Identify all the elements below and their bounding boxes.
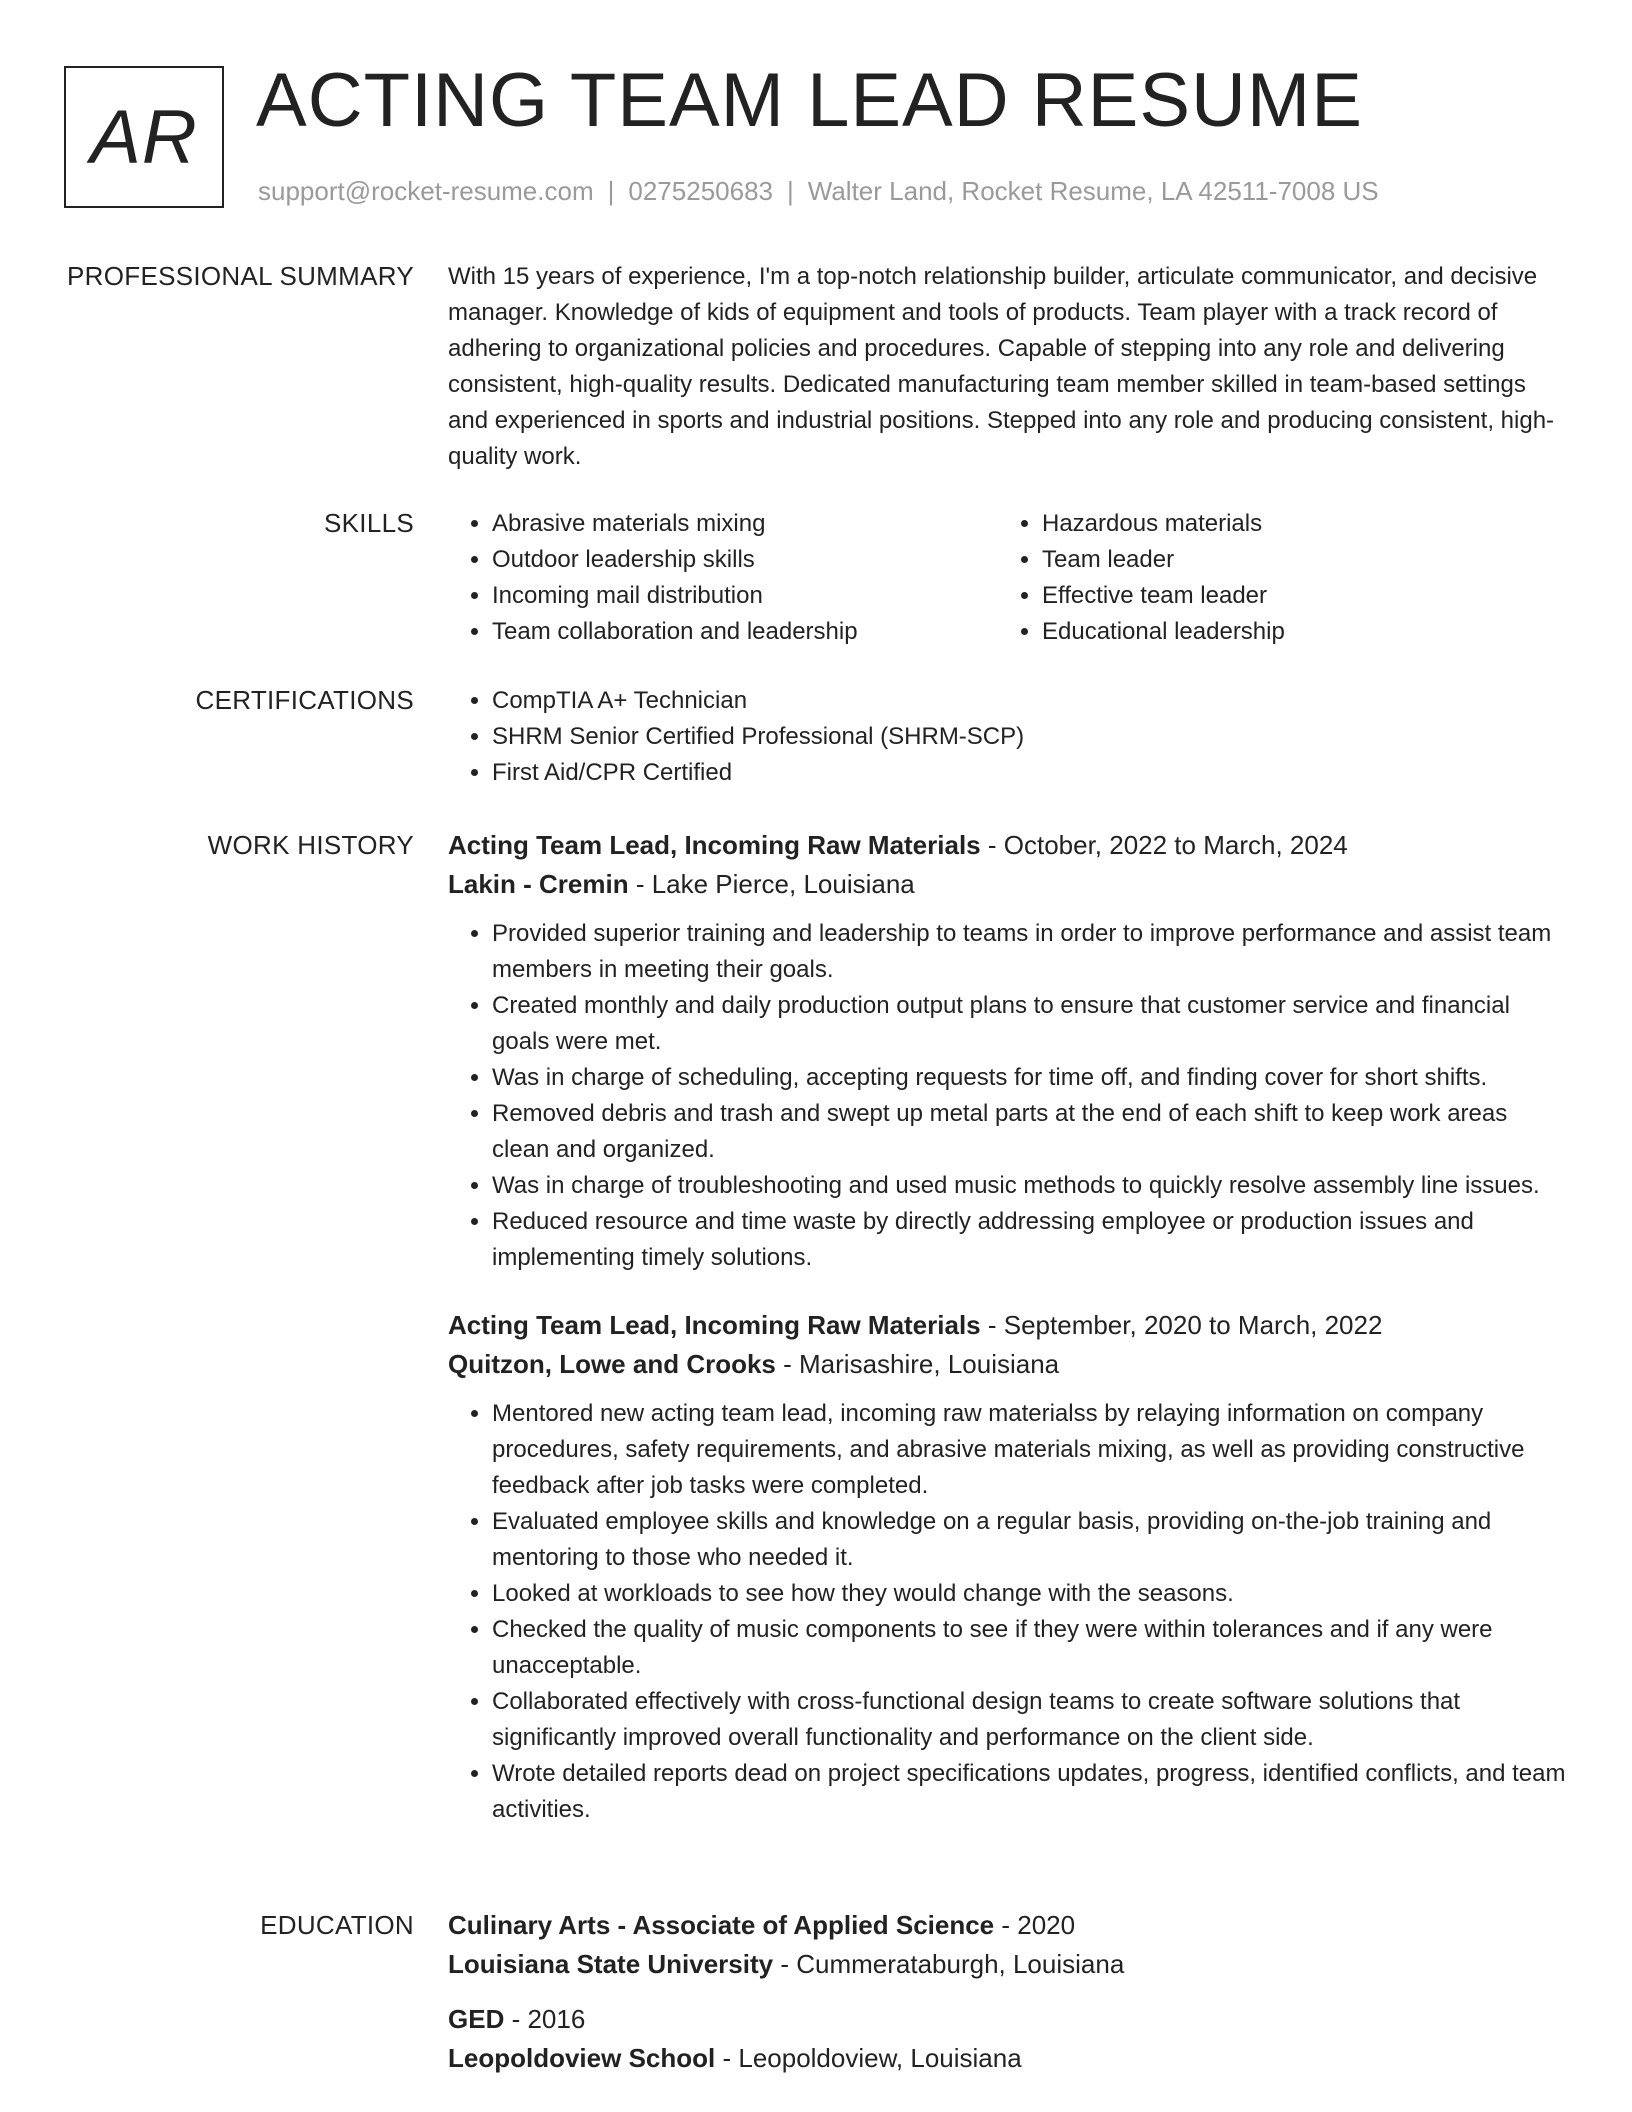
job-location: - Lake Pierce, Louisiana [628, 869, 915, 899]
job-bullet: • Wrote detailed reports dead on project specifications updates, progress, identified conflicts, and team activities. [492, 1756, 1568, 1828]
job-bullet-list [448, 916, 1568, 1276]
skill-item: • Effective team leader [1042, 578, 1548, 614]
education-degree: GED [448, 2004, 505, 2034]
skills-label: SKILLS [324, 508, 414, 538]
skill-item: • Educational leadership [1042, 614, 1548, 650]
job-bullet: • Removed debris and trash and swept up metal parts at the end of each shift to keep work areas clean and organized. [492, 1096, 1568, 1168]
education-school-line [448, 1944, 1568, 1984]
job-company: Lakin - Cremin [448, 869, 629, 899]
skill-item: • Hazardous materials [1042, 506, 1548, 542]
job-bullet: • Mentored new acting team lead, incoming raw materialss by relaying information on company procedures, safety requirements, and abrasive materials mixing, as well as providing constructive feedback after job tasks were completed. [492, 1396, 1568, 1504]
skill-item: • Outdoor leadership skills [492, 542, 998, 578]
job-bullet: • Created monthly and daily production output plans to ensure that customer service and financial goals were met. [492, 988, 1568, 1060]
job-dates: - September, 2020 to March, 2022 [980, 1310, 1383, 1340]
job-entry [448, 1306, 1568, 1828]
education-location: - Leopoldoview, Louisiana [715, 2043, 1022, 2073]
monogram-initials: AR [90, 94, 198, 180]
summary-body [448, 259, 1568, 475]
education-entry [448, 2000, 1568, 2078]
education-label: EDUCATION [260, 1910, 414, 1940]
skills-list-right [998, 506, 1548, 650]
work-history-label: WORK HISTORY [207, 830, 414, 860]
job-bullet: • Was in charge of scheduling, accepting requests for time off, and finding cover for short shifts. [492, 1060, 1568, 1096]
certifications-label: CERTIFICATIONS [195, 685, 414, 715]
job-bullet: • Collaborated effectively with cross-functional design teams to create software solutions that significantly improved overall functionality and performance on the client side. [492, 1684, 1568, 1756]
job-company: Quitzon, Lowe and Crooks [448, 1349, 776, 1379]
contact-line [258, 176, 1379, 206]
education-degree-line [448, 2000, 1568, 2038]
job-title: Acting Team Lead, Incoming Raw Materials [448, 830, 981, 860]
job-company-line [448, 1344, 1568, 1384]
contact-address: Walter Land, Rocket Resume, LA 42511-7008 US [807, 176, 1379, 206]
job-company-line [448, 864, 1568, 904]
education-year: - 2020 [994, 1910, 1076, 1940]
job-bullet: • Reduced resource and time waste by directly addressing employee or production issues and implementing timely solutions. [492, 1204, 1568, 1276]
certification-item: • CompTIA A+ Technician [492, 683, 1568, 719]
education-degree: Culinary Arts - Associate of Applied Science [448, 1910, 995, 1940]
education-degree-line [448, 1906, 1568, 1944]
job-location: - Marisashire, Louisiana [775, 1349, 1060, 1379]
education-school-line [448, 2038, 1568, 2078]
skill-item: • Abrasive materials mixing [492, 506, 998, 542]
summary-label: PROFESSIONAL SUMMARY [67, 261, 414, 291]
job-bullet-list [448, 1396, 1568, 1828]
skill-item: • Team leader [1042, 542, 1548, 578]
skill-item: • Team collaboration and leadership [492, 614, 998, 650]
skills-list-left [448, 506, 998, 650]
work-history-body [448, 826, 1568, 1828]
contact-phone: 0275250683 [628, 176, 773, 206]
certification-item: • First Aid/CPR Certified [492, 755, 1568, 791]
certification-item: • SHRM Senior Certified Professional (SHRM-SCP) [492, 719, 1568, 755]
job-bullet: • Checked the quality of music components to see if they were within tolerances and if any were unacceptable. [492, 1612, 1568, 1684]
resume-title: ACTING TEAM LEAD RESUME [256, 58, 1363, 143]
certifications-body [448, 683, 1568, 791]
job-bullet: • Looked at workloads to see how they would change with the seasons. [492, 1576, 1568, 1612]
job-title: Acting Team Lead, Incoming Raw Materials [448, 1310, 981, 1340]
education-school: Louisiana State University [448, 1949, 774, 1979]
education-year: - 2016 [504, 2004, 586, 2034]
education-entry [448, 1906, 1568, 1984]
education-body [448, 1906, 1568, 2090]
job-bullet: • Provided superior training and leadership to teams in order to improve performance and assist team members in meeting their goals. [492, 916, 1568, 988]
contact-separator: | [787, 176, 794, 206]
job-dates: - October, 2022 to March, 2024 [980, 830, 1348, 860]
monogram-badge [64, 66, 224, 208]
skill-item: • Incoming mail distribution [492, 578, 998, 614]
education-location: - Cummerataburgh, Louisiana [773, 1949, 1125, 1979]
contact-email: support@rocket-resume.com [258, 176, 594, 206]
job-bullet: • Evaluated employee skills and knowledge on a regular basis, providing on-the-job training and mentoring to those who needed it. [492, 1504, 1568, 1576]
job-title-line [448, 826, 1568, 864]
certifications-list [448, 683, 1568, 791]
skills-body [448, 506, 1568, 650]
job-entry [448, 826, 1568, 1276]
contact-separator: | [607, 176, 615, 206]
job-bullet: • Was in charge of troubleshooting and used music methods to quickly resolve assembly line issues. [492, 1168, 1568, 1204]
job-title-line [448, 1306, 1568, 1344]
summary-text: With 15 years of experience, I'm a top-notch relationship builder, articulate communicator, and decisive manager. Knowledge of kids of equipment and tools of products. Team player with a track record of adhering to organizational policies and procedures. Capable of stepping into any role and delivering consistent, high-quality results. Dedicated manufacturing team member skilled in team-based settings and experienced in sports and industrial positions. Stepped into any role and producing consistent, high-quality work. [448, 263, 1555, 470]
education-school: Leopoldoview School [448, 2043, 716, 2073]
skills-grid [448, 506, 1568, 650]
